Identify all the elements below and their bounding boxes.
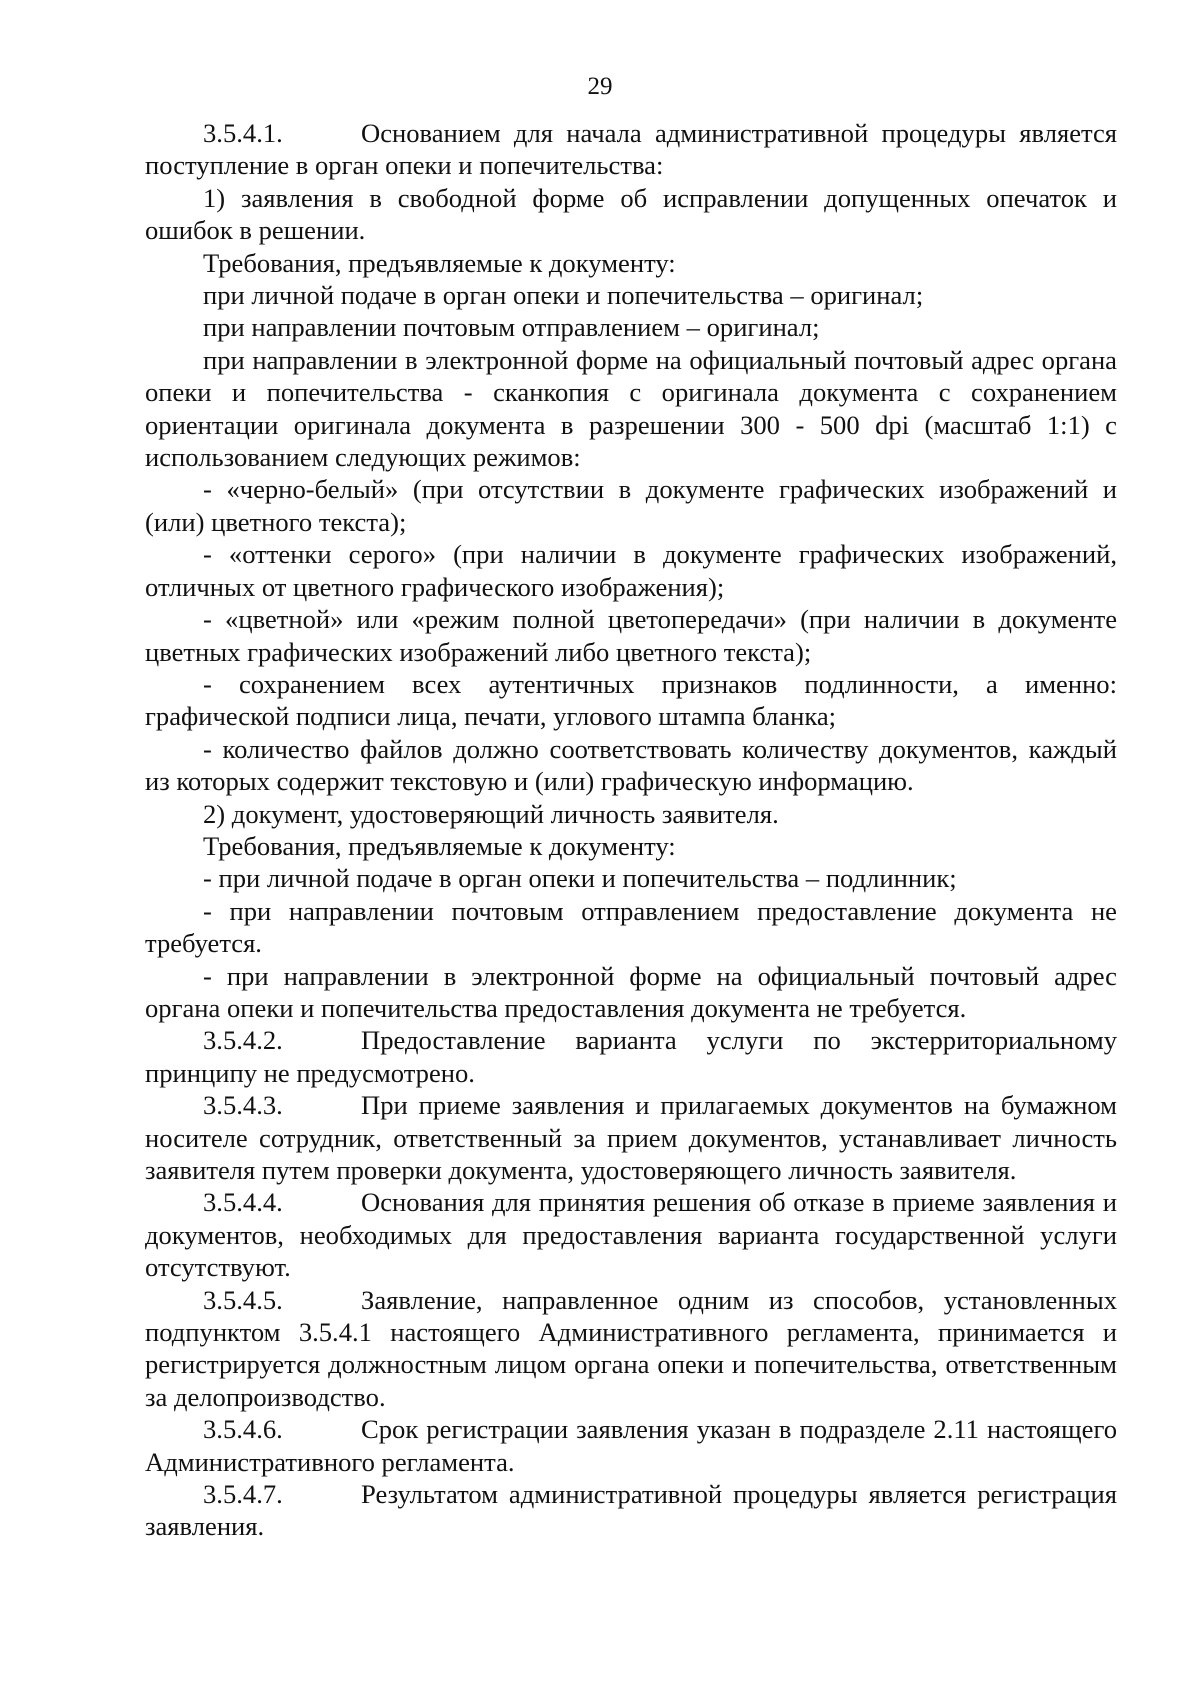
- clause-number: 3.5.4.5.: [203, 1284, 283, 1315]
- paragraph: [145, 668, 1117, 733]
- clause-number: 3.5.4.4.: [203, 1187, 283, 1218]
- clause-number: 3.5.4.2.: [203, 1025, 283, 1056]
- paragraph-text: - при личной подаче в орган опеки и попечительства – подлинник;: [203, 863, 957, 894]
- paragraph-text: - сохранением всех аутентичных признаков подлинности, а именно: графической подписи лица, печати, углового штампа бланка;: [145, 668, 1117, 732]
- paragraph-text: 1) заявления в свободной форме об исправлении допущенных опечаток и ошибок в решении.: [145, 182, 1117, 246]
- paragraph: [145, 830, 1117, 862]
- paragraph-text: Заявление, направленное одним из способов, установленных подпунктом 3.5.4.1 настоящего Административного регламента, принимается и регистрируется должностным лицом органа опеки и попечительства, ответственным за делопроизводство.: [145, 1284, 1117, 1412]
- paragraph-text: Срок регистрации заявления указан в подразделе 2.11 настоящего Административного регламента.: [145, 1414, 1117, 1477]
- paragraph-text: Требования, предъявляемые к документу:: [203, 247, 676, 278]
- paragraph: [145, 538, 1117, 603]
- paragraph-text: - «цветной» или «режим полной цветопередачи» (при наличии в документе цветных графических изображений либо цветного текста);: [145, 604, 1117, 667]
- paragraph: [145, 247, 1117, 279]
- paragraph-text: - «оттенки серого» (при наличии в документе графических изображений, отличных от цветного графического изображения);: [145, 539, 1117, 602]
- paragraph-text: - при направлении в электронной форме на официальный почтовый адрес органа опеки и попечительства предоставления документа не требуется.: [145, 960, 1117, 1023]
- paragraph: [145, 862, 1117, 894]
- paragraph: [145, 798, 1117, 830]
- paragraph-text: при направлении в электронной форме на официальный почтовый адрес органа опеки и попечительства - сканкопия с оригинала документа с сохранением ориентации оригинала документа в разрешении 300 - 500 dpi (масштаб 1:1) с использованием следующих режимов:: [145, 344, 1117, 473]
- paragraph-text: Требования, предъявляемые к документу:: [203, 830, 676, 861]
- paragraph-text: Основанием для начала административной процедуры является поступление в орган опеки и попечительства:: [145, 118, 1117, 181]
- numbered-paragraph: [145, 1413, 1117, 1478]
- numbered-paragraph: [145, 117, 1117, 182]
- numbered-paragraph: [145, 1186, 1117, 1283]
- paragraph-text: 2) документ, удостоверяющий личность заявителя.: [203, 798, 779, 829]
- paragraph-text: - «черно-белый» (при отсутствии в документе графических изображений и (или) цветного текста);: [145, 474, 1117, 537]
- page-number: 29: [587, 73, 613, 100]
- paragraph-text: При приеме заявления и прилагаемых документов на бумажном носителе сотрудник, ответственный за прием документов, устанавливает личность заявителя путем проверки документа, удостоверяющего личность заявителя.: [145, 1090, 1117, 1185]
- paragraph-text: Основания для принятия решения об отказе в приеме заявления и документов, необходимых для предоставления варианта государственной услуги отсутствуют.: [145, 1187, 1117, 1283]
- paragraph-text: при направлении почтовым отправлением – оригинал;: [203, 312, 820, 343]
- paragraph-text: - количество файлов должно соответствовать количеству документов, каждый из которых содержит текстовую и (или) графическую информацию.: [145, 733, 1117, 797]
- paragraph: [145, 344, 1117, 474]
- clause-number: 3.5.4.3.: [203, 1090, 283, 1121]
- paragraph: [145, 279, 1117, 311]
- paragraph-text: - при направлении почтовым отправлением предоставление документа не требуется.: [145, 895, 1117, 959]
- clause-number: 3.5.4.1.: [203, 118, 283, 148]
- numbered-paragraph: [145, 1089, 1117, 1186]
- paragraph: [145, 473, 1117, 538]
- paragraph: [145, 603, 1117, 668]
- numbered-paragraph: [145, 1284, 1117, 1414]
- paragraph-text: Результатом административной процедуры является регистрация заявления.: [145, 1479, 1117, 1542]
- paragraph: [145, 733, 1117, 798]
- document-body: [145, 117, 1117, 1543]
- numbered-paragraph: [145, 1478, 1117, 1543]
- paragraph: [145, 895, 1117, 960]
- paragraph: [145, 960, 1117, 1025]
- paragraph-text: при личной подаче в орган опеки и попечительства – оригинал;: [203, 280, 924, 311]
- clause-number: 3.5.4.7.: [203, 1479, 283, 1510]
- clause-number: 3.5.4.6.: [203, 1414, 283, 1445]
- paragraph: [145, 311, 1117, 343]
- paragraph: [145, 182, 1117, 247]
- numbered-paragraph: [145, 1024, 1117, 1089]
- paragraph-text: Предоставление варианта услуги по экстерриториальному принципу не предусмотрено.: [145, 1025, 1117, 1088]
